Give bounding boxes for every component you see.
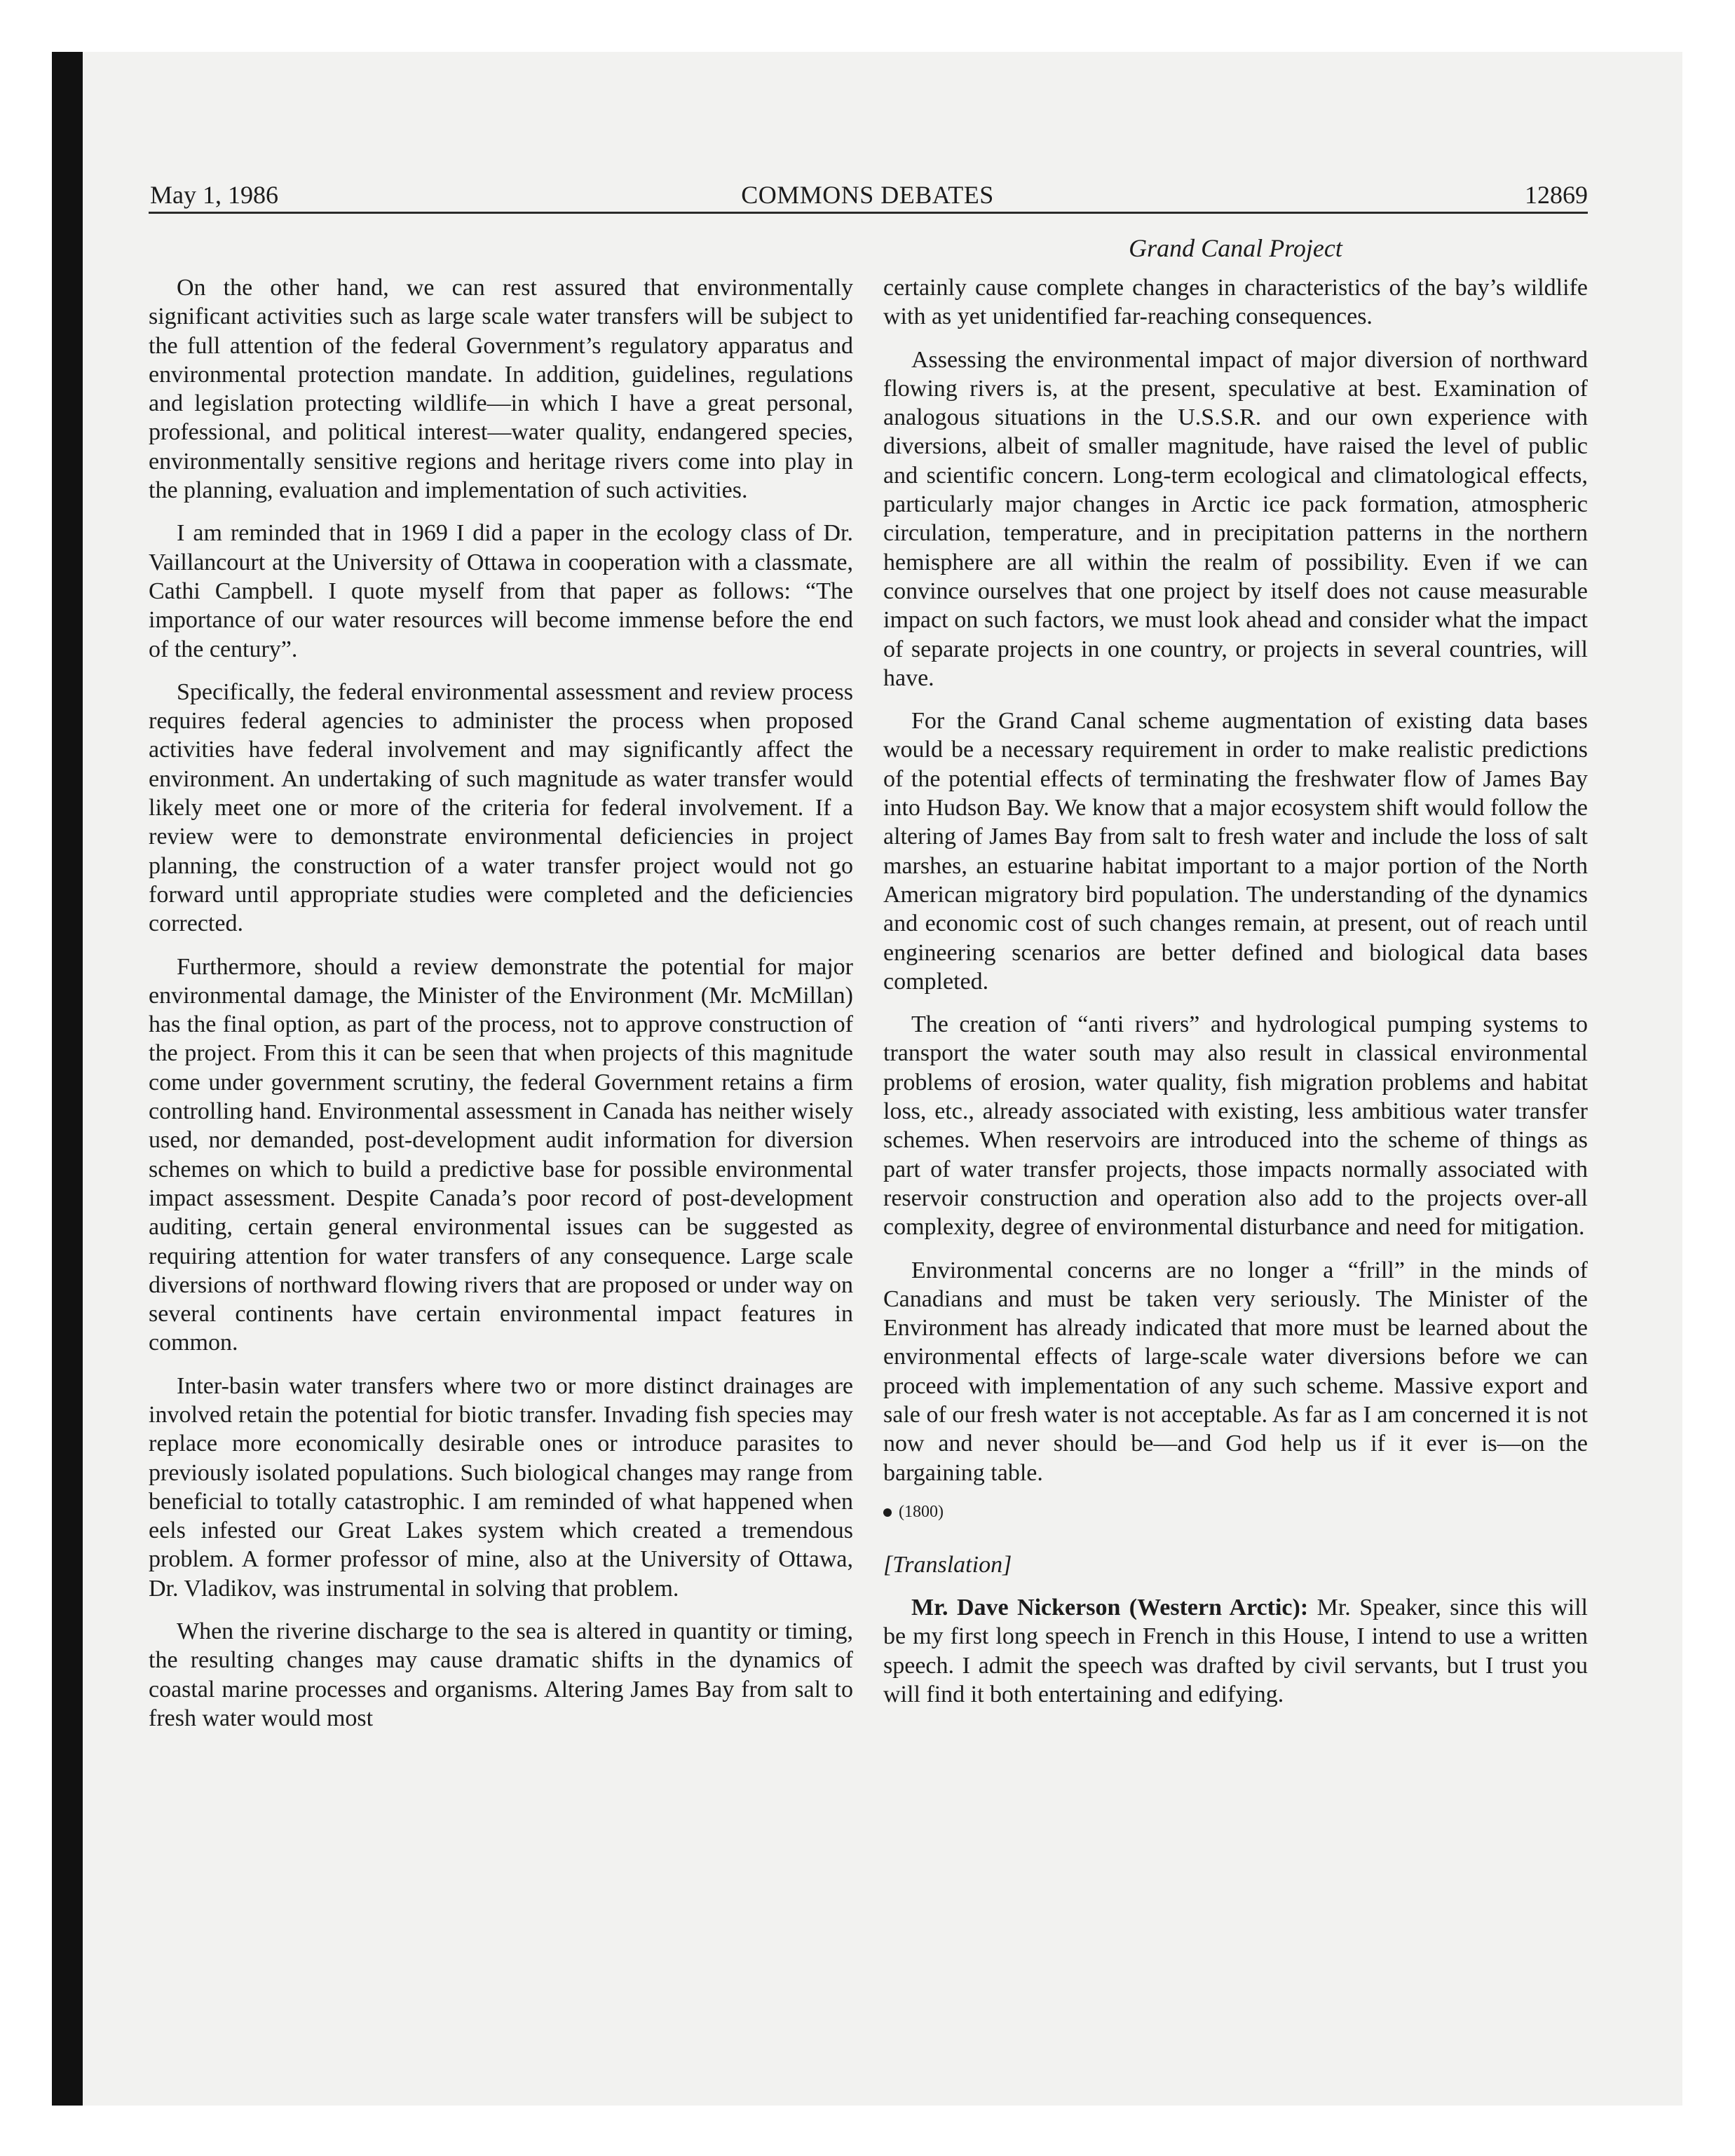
speech-text: Mr. Speaker, since this will be my first long speech in French in this House, I intend to use a written speech. I admit the speech was drafted by civil servants, but I trust you will find it both entertaining and edifying. (883, 1595, 1588, 1708)
paragraph: Furthermore, should a review demonstrate the potential for major environmental damage, the Minister of the Environment (Mr. McMillan) has the final option, as part of the process, not to approve construction of the project. From this it can be seen that when projects of this magnitude come under government scrutiny, the federal Government retains a firm controlling hand. Environmental assessment in Canada has neither wisely used, nor demanded, post-development audit information for diversion schemes on which to build a predictive base for possible environmental impact assessment. Despite Canada’s poor record of post-development auditing, certain general environmental issues can be suggested as requiring attention for water transfers of any consequence. Large scale diversions of northward flowing rivers that are proposed or under way on several continents have certain environmental impact features in common. (149, 953, 853, 1356)
running-head: Grand Canal Project (1129, 234, 1342, 262)
paragraph: When the riverine discharge to the sea is altered in quantity or timing, the resulting changes may cause dramatic shifts in the dynamics of coastal marine processes and organisms. Altering James Bay from salt to fresh water would most (149, 1618, 853, 1731)
paragraph: Assessing the environmental impact of major diversion of northward flowing rivers is, at the present, speculative at best. Examination of analogous situations in the U.S.S.R. and our own experience with diversions, albeit of smaller magnitude, have raised the level of public and scientific concern. Long-term ecological and climatological effects, particularly major changes in Arctic ice pack formation, atmospheric circulation, temperature, and in precipitation patterns in the northern hemisphere are all within the realm of possibility. Even if we can convince ourselves that one project by itself does not cause measurable impact on such factors, we must look ahead and consider what the impact of separate projects in one country, or projects in several countries, will have. (883, 346, 1588, 691)
right-column (883, 273, 1588, 1723)
header-page-number: 12869 (1525, 181, 1588, 209)
time-stamp (883, 1501, 1588, 1522)
paragraph: For the Grand Canal scheme augmentation of existing data bases would be a necessary requirement in order to make realistic predictions of the potential effects of terminating the freshwater flow of James Bay into Hudson Bay. We know that a major ecosystem shift would follow the altering of James Bay from salt to fresh water and include the loss of salt marshes, an estuarine habitat important to a major portion of the North American migratory bird population. The understanding of the dynamics and economic cost of such changes remain, at present, out of reach until engineering scenarios are better defined and biological data bases completed. (883, 708, 1588, 995)
paragraph-continuation: certainly cause complete changes in characteristics of the bay’s wildlife with as yet unidentified far-reaching consequences. (883, 275, 1588, 330)
paragraph: The creation of “anti rivers” and hydrological pumping systems to transport the water south may also result in classical environmental problems of erosion, water quality, fish migration problems and habitat loss, etc., already associated with existing, less ambitious water transfer schemes. When reservoirs are introduced into the scheme of things as part of water transfer projects, those impacts normally associated with reservoir construction and operation also add to the projects over-all complexity, degree of environmental disturbance and need for mitigation. (883, 1011, 1588, 1241)
paragraph: I am reminded that in 1969 I did a paper in the ecology class of Dr. Vaillancourt at the University of Ottawa in cooperation with a classmate, Cathi Campbell. I quote myself from that paper as follows: “The importance of our water resources will become immense before the end of the century”. (149, 520, 853, 662)
header-date: May 1, 1986 (150, 181, 278, 209)
header-title: COMMONS DEBATES (741, 181, 994, 209)
bullet-icon (883, 1508, 892, 1517)
paragraph: Specifically, the federal environmental assessment and review process requires federal agencies to administer the process when proposed activities have federal involvement and may significantly affect the environment. An undertaking of such magnitude as water transfer would likely meet one or more of the criteria for federal involvement. If a review were to demonstrate environmental deficiencies in project planning, the construction of a water transfer project would not go forward until appropriate studies were completed and the deficiencies corrected. (149, 678, 853, 937)
paragraph: On the other hand, we can rest assured that environmentally significant activities such as large scale water transfers will be subject to the full attention of the federal Government’s regulatory apparatus and environmental protection mandate. In addition, guidelines, regulations and legislation protecting wildlife—in which I have a great personal, professional, and political interest—water quality, endangered species, environmentally sensitive regions and heritage rivers come into play in the planning, evaluation and implementation of such activities. (149, 275, 853, 504)
scan-binding-edge (52, 52, 83, 2106)
speaker-name: Mr. Dave Nickerson (Western Arctic): (911, 1595, 1309, 1621)
paragraph: Inter-basin water transfers where two or more distinct drainages are involved retain the potential for biotic transfer. Invading fish species may replace more economically desirable ones or introduce parasites to previously isolated populations. Such biological changes may range from beneficial to totally catastrophic. I am reminded of what happened when eels infested our Great Lakes system which created a tremendous problem. A former professor of mine, also at the University of Ottawa, Dr. Vladikov, was instrumental in solving that problem. (149, 1372, 853, 1602)
left-column (149, 273, 853, 1747)
header-rule (149, 212, 1588, 214)
translation-label: [Translation] (883, 1551, 1012, 1578)
speech-paragraph (883, 1593, 1588, 1709)
paragraph: Environmental concerns are no longer a “frill” in the minds of Canadians and must be taken very seriously. The Minister of the Environment has already indicated that more must be learned about the environmental effects of large-scale water diversions before we can proceed with implementation of any such scheme. Massive export and sale of our fresh water is not acceptable. As far as I am concerned it is not now and never should be—and God help us if it ever is—on the bargaining table. (883, 1257, 1588, 1486)
time-stamp-text: (1800) (899, 1502, 944, 1521)
